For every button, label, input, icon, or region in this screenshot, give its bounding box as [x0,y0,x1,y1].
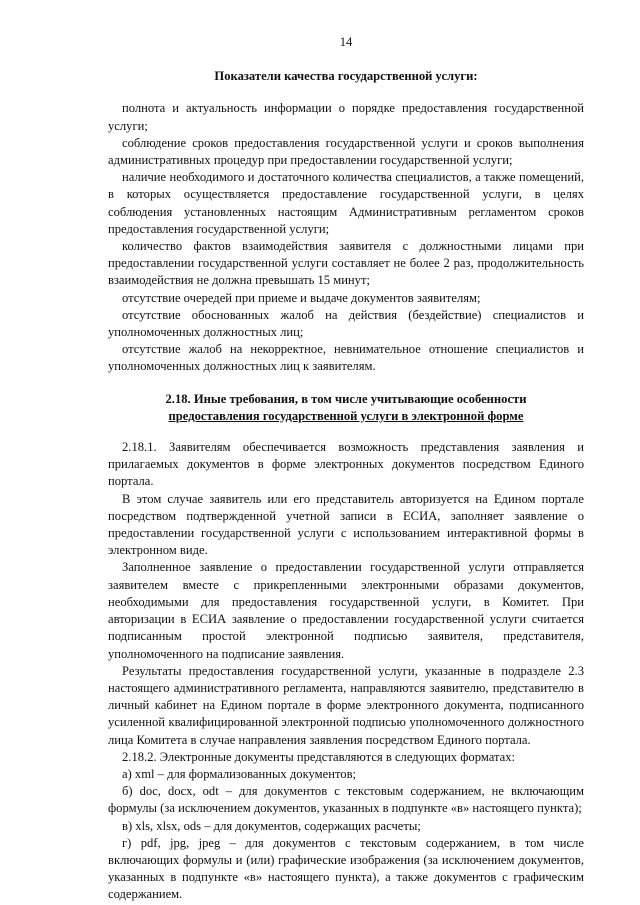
paragraph: а) xml – для формализованных документов; [122,766,357,781]
section-body [108,439,584,903]
quality-item: количество фактов взаимодействия заявителя с должностными лицами при предоставлении государственной услуги составляет не более 2 раз, продолжительность взаимодействия не должна превышать 15 минут; [108,239,584,288]
paragraph: В этом случае заявитель или его представитель авторизуется на Едином портале посредством подтвержденной учетной записи в ЕСИА, заполняет заявление о предоставлении государственной услуги с использованием интерактивной формы в электронном виде. [108,491,584,558]
quality-item: соблюдение сроков предоставления государственной услуги и сроков выполнения административных процедур при предоставлении государственной услуги; [108,135,584,168]
quality-item: отсутствие очередей при приеме и выдаче документов заявителям; [122,290,481,305]
paragraph: б) doc, docx, odt – для документов с текстовым содержанием, не включающим формулы (за исключением документов, указанных в подпункте «в» настоящего пункта); [108,784,584,816]
paragraph: Заполненное заявление о предоставлении государственной услуги отправляется заявителем вместе с прикрепленными электронными образами документов, необходимыми для предоставления государственной услуги, в Комитет. При авторизации в ЕСИА заявление о предоставлении государственной услуги считается подписанным простой электронной подписью заявителя, представителя, уполномоченного на подписание заявления. [108,560,584,661]
paragraph: 2.18.2. Электронные документы представляются в следующих форматах: [122,749,516,764]
paragraph: в) xls, xlsx, ods – для документов, содержащих расчеты; [122,818,421,833]
quality-item: отсутствие обоснованных жалоб на действия (бездействие) специалистов и уполномоченных должностных лиц; [108,307,584,340]
section-heading-line: 2.18. Иные требования, в том числе учитывающие особенности [165,391,527,406]
page-number: 14 [339,35,353,49]
quality-item: полнота и актуальность информации о порядке предоставления государственной услуги; [108,101,584,133]
quality-item: наличие необходимого и достаточного количества специалистов, а также помещений, в которых осуществляется предоставление государственной услуги, в целях соблюдения установленных настоящим Административным регламентом сроков предоставления государственной услуги; [108,170,584,236]
paragraph: г) pdf, jpg, jpeg – для документов с текстовым содержанием, в том числе включающих формулы и (или) графические изображения (за исключением документов, указанных в подпункте «в» настоящего пункта), а также документов с графическим содержанием. [108,835,584,902]
quality-list [108,100,584,375]
quality-item: отсутствие жалоб на некорректное, невнимательное отношение специалистов и уполномоченных должностных лиц к заявителям. [108,342,584,374]
paragraph: 2.18.1. Заявителям обеспечивается возможность представления заявления и прилагаемых документов в форме электронных документов посредством Единого портала. [108,440,584,489]
section-heading [108,391,584,425]
section-heading-line: предоставления государственной услуги в электронной форме [168,408,524,423]
paragraph: Результаты предоставления государственной услуги, указанные в подразделе 2.3 настоящего административного регламента, направляются заявителю, представителю в личный кабинет на Едином портале в форме электронного документа, подписанного усиленной квалифицированной электронной подписью уполномоченного должностного лица Комитета в случае направления заявления посредством Единого портала. [108,663,584,747]
quality-heading: Показатели качества государственной услуги: [214,69,478,84]
